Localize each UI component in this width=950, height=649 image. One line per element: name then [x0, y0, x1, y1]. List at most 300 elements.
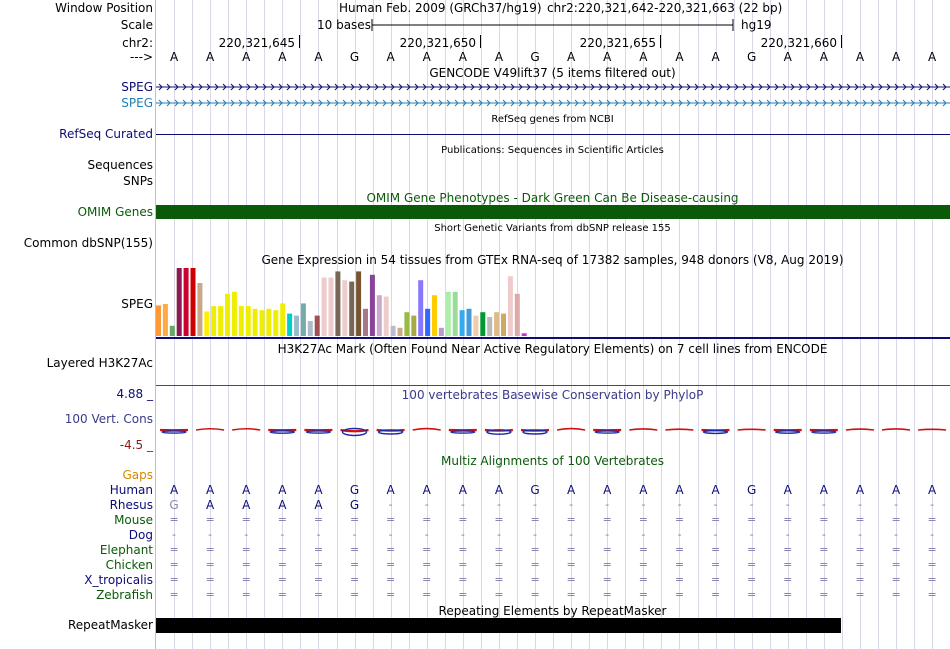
alignment-base: =	[855, 588, 865, 601]
alignment-base: =	[891, 573, 901, 586]
alignment-base: =	[349, 588, 360, 601]
gtex-tissue-bar[interactable]	[294, 316, 299, 336]
omim-label[interactable]: OMIM Genes	[77, 205, 153, 219]
strand-arrow-label: --->	[129, 50, 153, 64]
alignment-base: =	[927, 513, 937, 526]
gtex-tissue-bar[interactable]	[239, 306, 244, 336]
alignment-base: =	[494, 513, 504, 526]
dbsnp-label[interactable]: Common dbSNP(155)	[23, 236, 153, 250]
alignment-base: =	[710, 513, 721, 526]
alignment-base: =	[205, 513, 215, 526]
sequence-base: A	[819, 50, 828, 64]
gtex-tissue-bar[interactable]	[246, 306, 251, 336]
alignment-base: =	[349, 513, 360, 526]
alignment-base: =	[927, 558, 937, 571]
gtex-tissue-bar[interactable]	[218, 306, 223, 336]
alignment-base: =	[530, 513, 540, 526]
alignment-base: A	[928, 483, 937, 497]
gtex-tissue-bar[interactable]	[453, 292, 458, 336]
alignment-base: -	[496, 528, 501, 541]
conservation-max-label: 4.88 _	[116, 387, 153, 401]
gtex-tissue-bar[interactable]	[280, 303, 285, 336]
gencode-item-1-label[interactable]: SPEG	[121, 80, 153, 94]
alignment-base: A	[891, 483, 901, 497]
alignment-base: =	[169, 573, 179, 586]
alignment-base: -	[930, 528, 935, 541]
alignment-base: =	[638, 588, 648, 601]
gtex-tissue-bar[interactable]	[384, 297, 389, 336]
alignment-base: A	[783, 483, 792, 497]
alignment-base: =	[602, 558, 612, 571]
gtex-tissue-bar[interactable]	[260, 310, 265, 336]
alignment-base: =	[313, 573, 324, 586]
omim-track-title: OMIM Gene Phenotypes - Dark Green Can Be Disease-causing	[366, 191, 739, 205]
alignment-base: =	[891, 588, 901, 601]
gtex-tissue-bar[interactable]	[308, 321, 313, 336]
gtex-tissue-bar[interactable]	[418, 280, 423, 336]
alignment-base: -	[857, 498, 862, 511]
alignment-base: =	[747, 573, 757, 586]
alignment-base: A	[819, 483, 828, 497]
conservation-glyph	[812, 431, 836, 433]
alignment-base: -	[749, 528, 754, 541]
alignment-base: =	[277, 558, 287, 571]
gtex-tissue-bar[interactable]	[225, 294, 230, 336]
alignment-base: G	[169, 498, 179, 512]
alignment-base: =	[458, 513, 468, 526]
ruler-tick-mark	[299, 35, 300, 48]
alignment-base: =	[566, 588, 576, 601]
alignment-base: A	[567, 483, 576, 497]
gtex-tissue-bar[interactable]	[425, 309, 430, 336]
gtex-tissue-bar[interactable]	[329, 278, 334, 337]
alignment-base: =	[277, 513, 287, 526]
gtex-tissue-bar[interactable]	[253, 309, 258, 336]
gtex-tissue-bar[interactable]	[363, 309, 368, 336]
sequences-label[interactable]: Sequences	[87, 158, 153, 172]
conservation-logo[interactable]	[156, 418, 950, 440]
alignment-base: G	[349, 498, 360, 512]
h3k27ac-label[interactable]: Layered H3K27Ac	[46, 356, 153, 370]
alignment-base: =	[602, 513, 612, 526]
alignment-base: =	[386, 513, 396, 526]
alignment-base: =	[169, 513, 179, 526]
alignment-base: -	[424, 528, 429, 541]
alignment-base: =	[277, 573, 287, 586]
alignment-base: -	[424, 498, 429, 511]
alignment-base: G	[349, 483, 360, 497]
ruler-tick-label: 220,321,645	[218, 36, 295, 50]
publications-track-title: Publications: Sequences in Scientific Articles	[441, 145, 664, 156]
gtex-tissue-bar[interactable]	[460, 310, 465, 336]
alignment-base: -	[244, 528, 249, 541]
alignment-base: =	[855, 513, 865, 526]
alignment-base: A	[422, 483, 431, 497]
alignment-base: =	[349, 573, 360, 586]
alignment-base: =	[566, 573, 576, 586]
alignment-base: =	[169, 588, 179, 601]
sequence-base: A	[711, 50, 720, 64]
conservation-glyph	[413, 429, 441, 430]
conservation-glyph	[196, 429, 224, 430]
alignment-base: -	[930, 498, 935, 511]
alignment-base: =	[422, 558, 432, 571]
sequence-base: G	[746, 50, 757, 64]
gtex-tissue-bar[interactable]	[370, 275, 375, 336]
alignment-base: -	[352, 528, 357, 541]
alignment-base: =	[927, 573, 937, 586]
conservation-glyph	[665, 429, 693, 430]
ruler-tick-label: 220,321,660	[760, 36, 837, 50]
conservation-glyph	[776, 431, 800, 433]
alignment-base: =	[530, 573, 540, 586]
alignment-base: =	[494, 588, 504, 601]
alignment-base: =	[422, 513, 432, 526]
alignment-base: A	[458, 483, 467, 497]
scale-label: Scale	[120, 18, 153, 32]
alignment-base: =	[386, 558, 396, 571]
conservation-glyph	[846, 429, 874, 430]
alignment-base: -	[460, 528, 465, 541]
alignment-base: =	[458, 573, 468, 586]
species-label[interactable]: Chicken	[105, 558, 153, 572]
alignment-base: =	[819, 543, 829, 556]
alignment-base: -	[677, 498, 682, 511]
gtex-tissue-bar[interactable]	[411, 316, 416, 336]
sequence-base: A	[278, 50, 287, 64]
gtex-tissue-bar[interactable]	[211, 306, 216, 336]
sequence-base: A	[891, 50, 901, 64]
gtex-tissue-bar[interactable]	[487, 317, 492, 336]
conservation-glyph	[306, 431, 330, 433]
gtex-tissue-bar[interactable]	[473, 316, 478, 336]
species-label[interactable]: Human	[109, 483, 153, 497]
species-label[interactable]: Mouse	[114, 513, 153, 527]
alignment-base: A	[639, 483, 648, 497]
alignment-base: -	[821, 528, 826, 541]
alignment-base: A	[314, 498, 323, 512]
alignment-base: =	[566, 513, 576, 526]
alignment-base: -	[894, 498, 899, 511]
refseq-gene-line[interactable]	[156, 134, 950, 135]
gtex-tissue-bar[interactable]	[515, 294, 520, 336]
alignment-base: =	[241, 543, 251, 556]
sequence-base: A	[242, 50, 251, 64]
alignment-base: =	[422, 573, 432, 586]
alignment-base: =	[602, 588, 612, 601]
omim-phenotype-bar[interactable]	[156, 205, 950, 219]
alignment-base: A	[206, 483, 215, 497]
alignment-base: =	[205, 588, 215, 601]
sequence-base: A	[169, 50, 179, 64]
alignment-base: =	[349, 543, 360, 556]
alignment-base: =	[313, 543, 324, 556]
alignment-base: =	[783, 513, 793, 526]
alignment-base: =	[277, 543, 287, 556]
alignment-base: =	[747, 513, 757, 526]
gtex-tissue-bar[interactable]	[156, 305, 161, 336]
alignment-base: =	[169, 543, 179, 556]
ruler-tick-label: 220,321,650	[399, 36, 476, 50]
alignment-base: =	[313, 513, 324, 526]
alignment-base: -	[460, 498, 465, 511]
alignment-base: =	[819, 573, 829, 586]
position-range-text: chr2:220,321,642-220,321,663 (22 bp)	[547, 1, 783, 15]
gtex-tissue-bar[interactable]	[266, 309, 271, 336]
alignment-base: =	[674, 558, 685, 571]
conservation-glyph	[557, 429, 585, 430]
alignment-base: =	[386, 573, 396, 586]
alignment-base: =	[674, 588, 685, 601]
alignment-base: =	[747, 558, 757, 571]
alignment-base: =	[422, 543, 432, 556]
window-position-label: Window Position	[55, 1, 153, 15]
sequence-base: A	[206, 50, 215, 64]
gtex-tissue-bar[interactable]	[432, 295, 437, 336]
alignment-base: =	[602, 543, 612, 556]
alignment-base: -	[749, 498, 754, 511]
conservation-glyph	[704, 431, 728, 434]
dbsnp-track-title: Short Genetic Variants from dbSNP release 155	[434, 223, 671, 234]
species-label[interactable]: Rhesus	[109, 498, 153, 512]
alignment-base: =	[458, 558, 468, 571]
gtex-tissue-bar[interactable]	[191, 268, 196, 336]
alignment-base: G	[746, 483, 757, 497]
alignment-base: A	[386, 483, 395, 497]
alignment-base: =	[422, 588, 432, 601]
gtex-tissue-bar[interactable]	[315, 316, 320, 336]
alignment-base: A	[675, 483, 684, 497]
alignment-base: =	[638, 573, 648, 586]
alignment-base: =	[494, 543, 504, 556]
gtex-tissue-bar[interactable]	[163, 304, 168, 336]
alignment-base: =	[855, 558, 865, 571]
refseq-label[interactable]: RefSeq Curated	[59, 127, 153, 141]
sequence-base: A	[639, 50, 648, 64]
gtex-tissue-bar[interactable]	[377, 295, 382, 336]
sequence-base: G	[530, 50, 540, 64]
gtex-tissue-bar[interactable]	[273, 310, 278, 336]
conservation-glyph	[629, 429, 657, 430]
gencode-transcripts[interactable]	[156, 80, 950, 110]
gtex-tissue-bar[interactable]	[197, 283, 202, 336]
alignment-base: =	[458, 543, 468, 556]
alignment-base: =	[710, 588, 721, 601]
alignment-base: -	[713, 528, 718, 541]
gtex-tissue-bar[interactable]	[287, 314, 292, 336]
alignment-base: =	[494, 573, 504, 586]
sequence-base: A	[494, 50, 504, 64]
species-label[interactable]: Zebrafish	[96, 588, 153, 602]
gtex-tissue-bar[interactable]	[439, 328, 444, 336]
alignment-base: =	[566, 558, 576, 571]
gtex-tissue-bar[interactable]	[342, 280, 347, 336]
gtex-tissue-bar[interactable]	[522, 333, 527, 336]
alignment-base: =	[241, 558, 251, 571]
alignment-base: =	[783, 573, 793, 586]
sequence-base: A	[603, 50, 612, 64]
conservation-glyph	[162, 431, 186, 433]
alignment-base: =	[747, 588, 757, 601]
ruler-tick-mark	[480, 35, 481, 48]
alignment-base: -	[785, 528, 790, 541]
h3k27ac-baseline	[156, 385, 950, 386]
alignment-base: -	[388, 498, 393, 511]
alignment-base: =	[927, 588, 937, 601]
alignment-base: G	[530, 483, 540, 497]
alignment-base: =	[530, 543, 540, 556]
alignment-base: -	[496, 498, 501, 511]
gtex-tissue-bar[interactable]	[301, 303, 306, 336]
alignment-base: A	[855, 483, 865, 497]
conservation-glyph	[270, 431, 294, 433]
conservation-glyph	[451, 431, 475, 433]
alignment-base: A	[278, 483, 287, 497]
alignment-base: =	[313, 588, 324, 601]
sequence-base: G	[349, 50, 360, 64]
alignment-base: =	[530, 558, 540, 571]
gaps-label[interactable]: Gaps	[122, 468, 153, 482]
gtex-tissue-bar[interactable]	[508, 276, 513, 336]
repeatmasker-label[interactable]: RepeatMasker	[67, 618, 153, 632]
alignment-base: =	[349, 558, 360, 571]
alignment-base: -	[641, 498, 646, 511]
gtex-track-title: Gene Expression in 54 tissues from GTEx RNA-seq of 17382 samples, 948 donors (V8, Aug 2019)	[261, 253, 844, 267]
conservation-glyph	[379, 430, 403, 434]
gtex-tissue-bar[interactable]	[391, 326, 396, 336]
gtex-gene-label[interactable]: SPEG	[121, 297, 153, 311]
alignment-base: =	[241, 588, 251, 601]
alignment-base: =	[819, 558, 829, 571]
alignment-base: =	[638, 558, 648, 571]
alignment-base: -	[172, 528, 177, 541]
scale-db-label: hg19	[741, 18, 772, 32]
alignment-base: =	[710, 558, 721, 571]
species-label[interactable]: X_tropicalis	[84, 573, 153, 587]
gtex-tissue-bar[interactable]	[349, 282, 354, 336]
species-label[interactable]: Elephant	[99, 543, 153, 557]
alignment-base: =	[819, 513, 829, 526]
alignment-base: =	[783, 588, 793, 601]
alignment-base: -	[388, 528, 393, 541]
alignment-base: =	[783, 543, 793, 556]
sequence-base: A	[855, 50, 865, 64]
gtex-tissue-bar[interactable]	[480, 312, 485, 336]
alignment-base: =	[891, 543, 901, 556]
gtex-tissue-bar[interactable]	[204, 312, 209, 337]
sequence-base: A	[783, 50, 792, 64]
gtex-tissue-bar[interactable]	[184, 268, 189, 336]
alignment-base: -	[785, 498, 790, 511]
conservation-glyph	[487, 430, 511, 434]
alignment-base: A	[206, 498, 215, 512]
alignment-base: =	[205, 558, 215, 571]
alignment-base: -	[641, 528, 646, 541]
sequence-base: A	[928, 50, 937, 64]
alignment-base: =	[205, 543, 215, 556]
species-label[interactable]: Dog	[128, 528, 153, 542]
gtex-tissue-bar[interactable]	[494, 312, 499, 336]
alignment-base: =	[747, 543, 757, 556]
alignment-base: A	[603, 483, 612, 497]
alignment-base: =	[927, 543, 937, 556]
conservation-glyph	[738, 429, 766, 430]
scale-bar	[370, 17, 736, 33]
alignment-base: =	[819, 588, 829, 601]
alignment-base: =	[458, 588, 468, 601]
sequence-base: A	[675, 50, 684, 64]
h3k27ac-track-title: H3K27Ac Mark (Often Found Near Active Regulatory Elements) on 7 cell lines from ENCODE	[277, 342, 828, 356]
conservation-glyph	[918, 429, 946, 430]
alignment-base: =	[891, 558, 901, 571]
conservation-glyph	[523, 430, 547, 434]
alignment-base: =	[277, 588, 287, 601]
gtex-tissue-bar[interactable]	[398, 328, 403, 336]
alignment-base: =	[638, 513, 648, 526]
conservation-glyph	[882, 429, 910, 430]
gtex-tissue-bar[interactable]	[501, 314, 506, 336]
alignment-base: =	[674, 513, 685, 526]
gtex-tissue-bar[interactable]	[446, 292, 451, 336]
alignment-base: =	[169, 558, 179, 571]
gtex-tissue-bar[interactable]	[322, 278, 327, 337]
gtex-tissue-bar[interactable]	[335, 271, 340, 336]
alignment-base: =	[494, 558, 504, 571]
gtex-expression-chart[interactable]	[156, 266, 950, 340]
alignment-base: =	[674, 573, 685, 586]
gtex-tissue-bar[interactable]	[404, 312, 409, 336]
gtex-tissue-bar[interactable]	[177, 268, 182, 336]
gtex-tissue-bar[interactable]	[467, 309, 472, 336]
ruler-tick-mark	[841, 35, 842, 48]
gencode-item-2-label[interactable]: SPEG	[121, 96, 153, 110]
conservation-label[interactable]: 100 Vert. Cons	[64, 412, 153, 426]
gtex-tissue-bar[interactable]	[170, 326, 175, 336]
sequence-base: A	[422, 50, 431, 64]
conservation-min-label: -4.5 _	[119, 438, 153, 452]
alignment-base: =	[783, 558, 793, 571]
conservation-glyph	[595, 431, 619, 433]
gtex-tissue-bar[interactable]	[356, 271, 361, 336]
alignment-base: -	[821, 498, 826, 511]
snps-label[interactable]: SNPs	[123, 174, 153, 188]
alignment-base: =	[386, 588, 396, 601]
alignment-base: A	[242, 498, 251, 512]
alignment-base: -	[316, 528, 321, 541]
alignment-base: -	[713, 498, 718, 511]
alignment-base: -	[569, 498, 574, 511]
ruler-tick-label: 220,321,655	[579, 36, 656, 50]
alignment-base: -	[605, 528, 610, 541]
alignment-base: =	[638, 543, 648, 556]
alignment-base: -	[857, 528, 862, 541]
alignment-base: =	[386, 543, 396, 556]
alignment-base: -	[533, 528, 538, 541]
repeatmasker-element-bar[interactable]	[156, 618, 841, 633]
multiz-track-title: Multiz Alignments of 100 Vertebrates	[440, 454, 665, 468]
alignment-base: -	[208, 528, 213, 541]
alignment-base: A	[242, 483, 251, 497]
sequence-base: A	[314, 50, 323, 64]
gtex-tissue-bar[interactable]	[232, 292, 237, 336]
alignment-base: A	[314, 483, 323, 497]
alignment-base: =	[855, 573, 865, 586]
sequence-base: A	[458, 50, 467, 64]
conservation-track-title: 100 vertebrates Basewise Conservation by PhyloP	[401, 388, 704, 402]
alignment-base: -	[894, 528, 899, 541]
alignment-base: -	[605, 498, 610, 511]
alignment-base: -	[569, 528, 574, 541]
